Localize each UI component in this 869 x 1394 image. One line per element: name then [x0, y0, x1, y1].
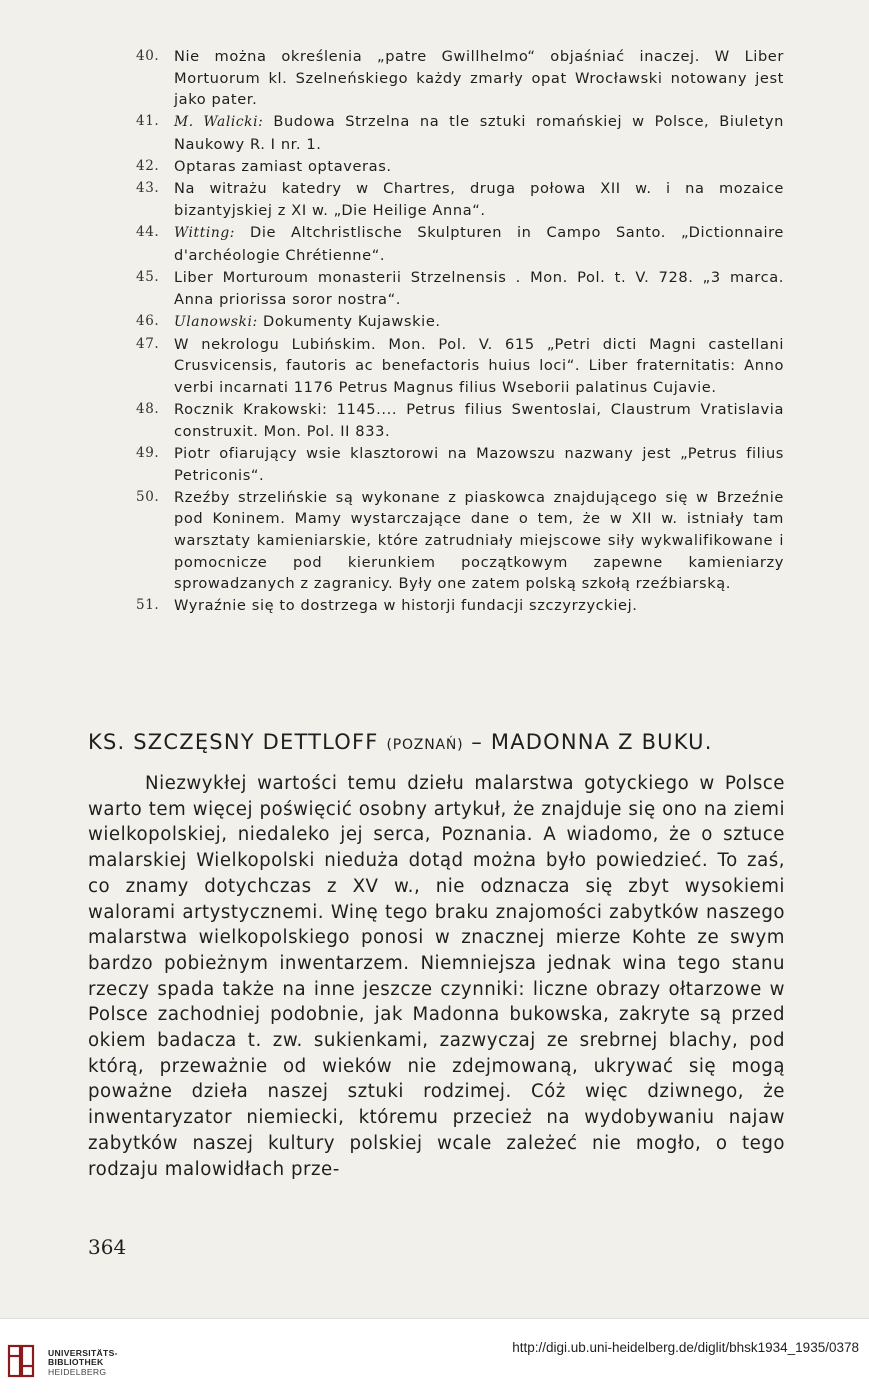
footnotes-list [126, 46, 784, 618]
footnote-number: 51. [136, 597, 160, 614]
footnote-author: M. Walicki: [174, 114, 264, 131]
library-name: UNIVERSITÄTS- BIBLIOTHEK HEIDELBERG [48, 1348, 118, 1377]
footnote [126, 46, 784, 111]
library-logo-icon [6, 1343, 36, 1379]
footnote-number: 41. [136, 113, 160, 130]
footnote-text: Wyraźnie się to dostrzega w historji fundacji szczyrzyckiej. [174, 597, 638, 615]
footnote [126, 222, 784, 266]
footnote-number: 45. [136, 268, 160, 285]
footnote [126, 595, 784, 617]
footnote [126, 311, 784, 334]
footnote [126, 487, 784, 595]
footnote-text: Liber Morturoum monasterii Strzelnensis . Mon. Pol. t. V. 728. „3 marca. Anna priorissa soror nostra“. [174, 268, 784, 308]
footnote-number: 49. [136, 445, 160, 462]
footnote-author: Witting: [174, 225, 236, 242]
footnote-number: 47. [136, 335, 160, 352]
footnote-text: W nekrologu Lubińskim. Mon. Pol. V. 615 „Petri dicti Magni castellani Crusvicensis, fautoris ac benefactoris huius loci“. Liber fraternitatis: Anno verbi incarnati 1176 Petrus Magnus filius Wseborii palatinus Cujavie. [174, 335, 784, 397]
footnote [126, 111, 784, 155]
footnote-text: Piotr ofiarujący wsie klasztorowi na Mazowszu nazwany jest „Petrus filius Petriconis“. [174, 445, 784, 484]
footnote-text: Rocznik Krakowski: 1145.... Petrus filius Swentoslai, Claustrum Vratislavia construxit. Mon. Pol. II 833. [174, 401, 784, 440]
article-body [88, 771, 785, 1182]
footnote-text: Witting: Die Altchristlische Skulpturen in Campo Santo. „Dictionnaire d'archéologie Chrétienne“. [174, 224, 784, 264]
permalink-url[interactable]: http://digi.ub.uni-heidelberg.de/diglit/bhsk1934_1935/0378 [512, 1340, 859, 1355]
article-author: KS. SZCZĘSNY DETTLOFF [88, 730, 379, 754]
article-heading [88, 730, 788, 754]
footnote-number: 40. [136, 48, 160, 64]
footnote-number: 46. [136, 312, 160, 329]
page-number: 364 [88, 1235, 127, 1259]
viewer-footer [0, 1318, 869, 1394]
footnote-text: Optaras zamiast optaveras. [174, 158, 392, 176]
article-place: (POZNAŃ) [386, 737, 464, 753]
footnote [126, 443, 784, 486]
footnote [126, 267, 784, 310]
heading-dash: – [471, 730, 483, 754]
footnote-text: M. Walicki: Budowa Strzelna na tle sztuki romańskiej w Polsce, Biuletyn Naukowy R. I nr. 1. [174, 113, 784, 153]
footnote-number: 44. [136, 224, 160, 241]
footnote-text: Na witrażu katedry w Chartres, druga połowa XII w. i na mozaice bizantyjskiej z XI w. „Die Heilige Anna“. [174, 180, 784, 219]
footnote-text: Ulanowski: Dokumenty Kujawskie. [174, 312, 441, 330]
body-paragraph: Niezwykłej wartości temu dziełu malarstwa gotyckiego w Polsce warto tem więcej poświęcić osobny artykuł, że znajduje się ono na ziemi wielkopolskiej, niedaleko jej serca, Poznania. A wiadomo, że o sztuce malarskiej Wielkopolski nieduża dotąd można było powiedzieć. To zaś, co znamy dotychczas z XV w., nie odznacza się zbyt wysokiemi walorami artystycznemi. Winę tego braku znajomości zabytków naszego malarstwa wielkopolskiego ponosi w znacznej mierze Kohte ze swym bardzo pobieżnym inwentarzem. Niemniejsza jednak wina tego stanu rzeczy spada także na inne jeszcze czynniki: liczne obrazy ołtarzowe w Polsce zachodniej podobnie, jak Madonna bukowska, zakryte są przed okiem badacza t. zw. sukienkami, zazwyczaj ze srebrnej blachy, pod którą, przeważnie od wieków nie zdejmowaną, ukrywać się mogą poważne dzieła naszej sztuki rodzimej. Cóż więc dziwnego, że inwentaryzator niemiecki, któremu przecież na wydobywaniu najaw zabytków naszej kultury polskiej wcale zależeć nie mogło, o tego rodzaju malowidłach prze- [88, 773, 785, 1180]
footnote-number: 42. [136, 158, 160, 175]
footnote [126, 178, 784, 221]
footnote-text: Nie można określenia „patre Gwillhelmo“ objaśniać inaczej. W Liber Mortuorum kl. Szelneńskiego każdy zmarły opat Wrocławski notowany jest jako pater. [174, 48, 784, 109]
footnote-text: Rzeźby strzelińskie są wykonane z piaskowca znajdującego się w Brzeźnie pod Koninem. Mamy wystarczające dane o tem, że w XII w. istniały tam warsztaty kamieniarskie, które zatrudniały miejscowe siły wykwalifikowane i pomocnicze pod kierunkiem początkowym zapewne kamieniarzy sprowadzanych z zagranicy. Były one zatem polską szkołą rzeźbiarską. [174, 488, 784, 593]
footnote-author: Ulanowski: [174, 313, 258, 330]
footnote [126, 334, 784, 399]
footnote-number: 48. [136, 401, 160, 418]
footnote-number: 43. [136, 180, 160, 197]
footnote [126, 399, 784, 442]
footnote [126, 156, 784, 178]
article-title: MADONNA Z BUKU. [490, 730, 713, 754]
footnote-number: 50. [136, 488, 160, 505]
